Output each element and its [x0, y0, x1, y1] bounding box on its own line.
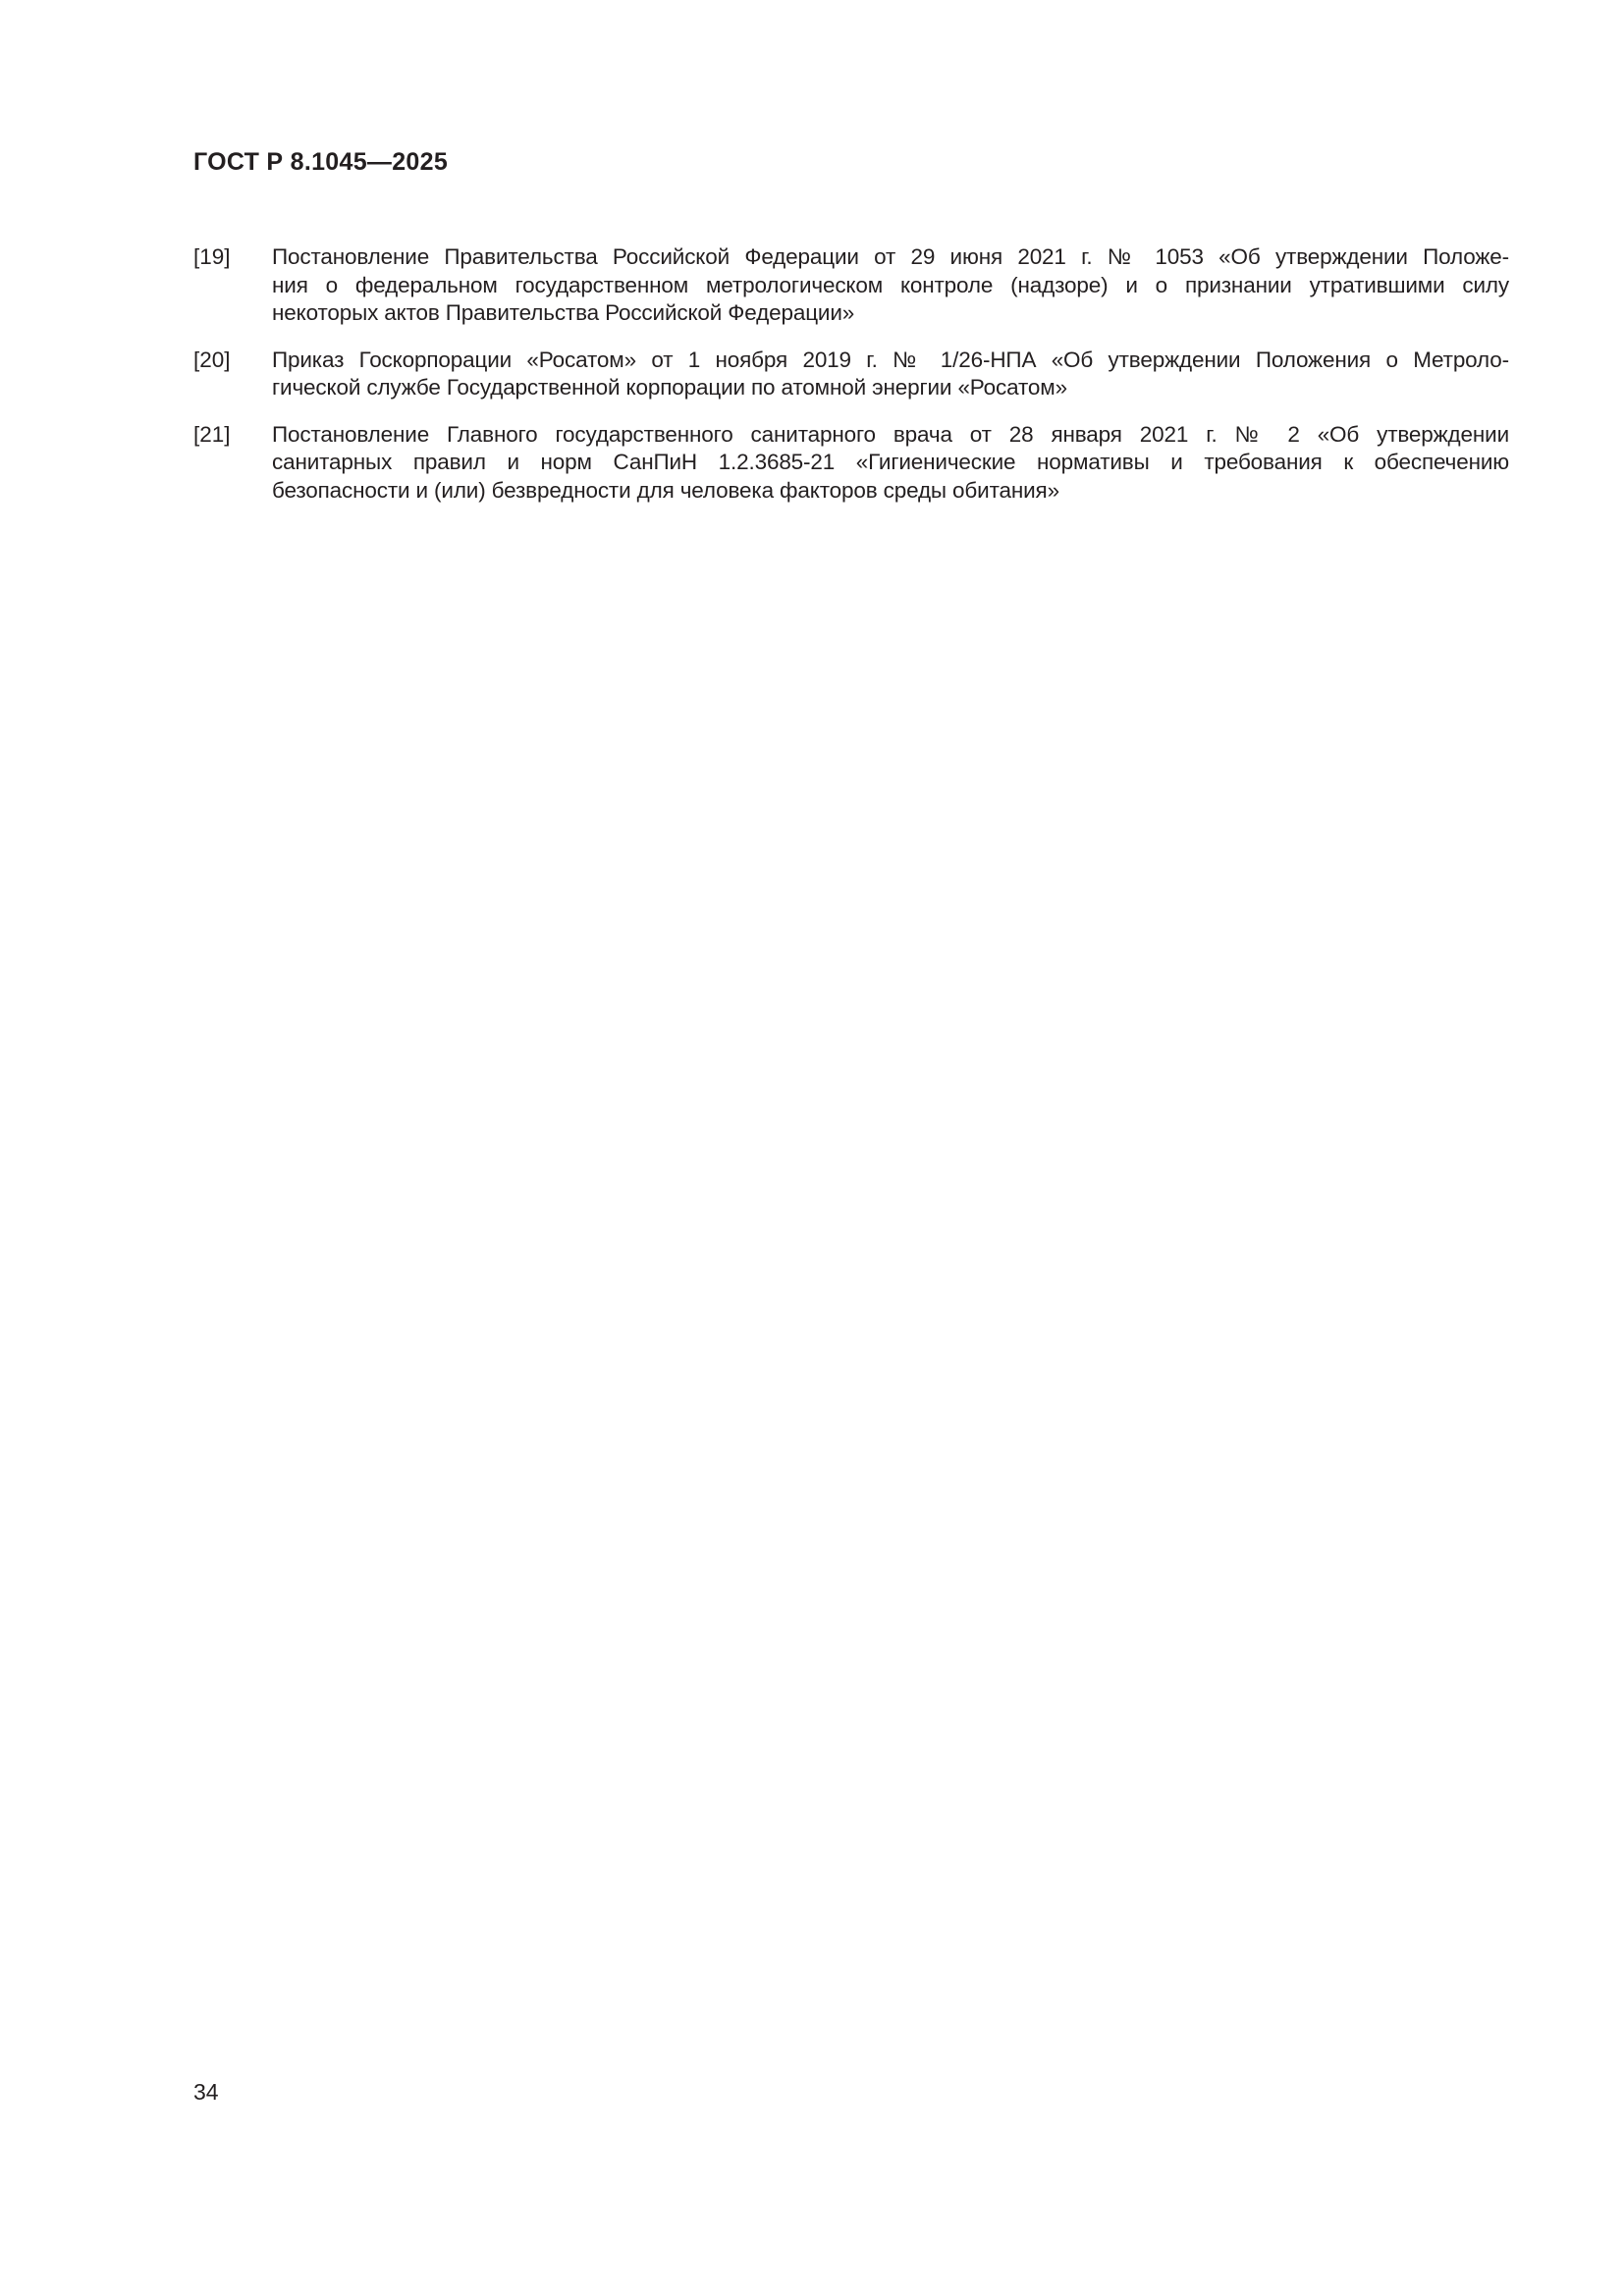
reference-line: безопасности и (или) безвредности для человека факторов среды обитания» — [272, 477, 1059, 503]
reference-line: Приказ Госкорпорации «Росатом» от 1 ноября 2019 г. № 1/26-НПА «Об утверждении Положения о Метроло- — [272, 347, 1509, 372]
bibliography-entry-20 — [193, 347, 1509, 402]
reference-line: санитарных правил и норм СанПиН 1.2.3685-21 «Гигиенические нормативы и требования к обеспечению — [272, 450, 1509, 474]
reference-text — [272, 243, 1509, 328]
reference-text — [272, 347, 1509, 402]
reference-line: некоторых актов Правительства Российской Федерации» — [272, 300, 855, 325]
bibliography-entry-19 — [193, 243, 1509, 328]
reference-text — [272, 421, 1509, 506]
reference-line: ния о федеральном государственном метрологическом контроле (надзоре) и о признании утратившими силу — [272, 272, 1509, 297]
reference-line: гической службе Государственной корпорации по атомной энергии «Росатом» — [272, 375, 1067, 400]
reference-number: [19] — [193, 244, 231, 269]
reference-number: [21] — [193, 421, 231, 447]
reference-line: Постановление Главного государственного санитарного врача от 28 января 2021 г. № 2 «Об утверждении — [272, 421, 1509, 447]
document-designation: ГОСТ Р 8.1045—2025 — [193, 148, 449, 176]
reference-number: [20] — [193, 347, 231, 372]
reference-line: Постановление Правительства Российской Федерации от 29 июня 2021 г. № 1053 «Об утверждении Положе- — [272, 244, 1509, 269]
bibliography-entry-21 — [193, 421, 1509, 506]
page-number: 34 — [193, 2079, 219, 2105]
bibliography-list — [193, 243, 1509, 523]
